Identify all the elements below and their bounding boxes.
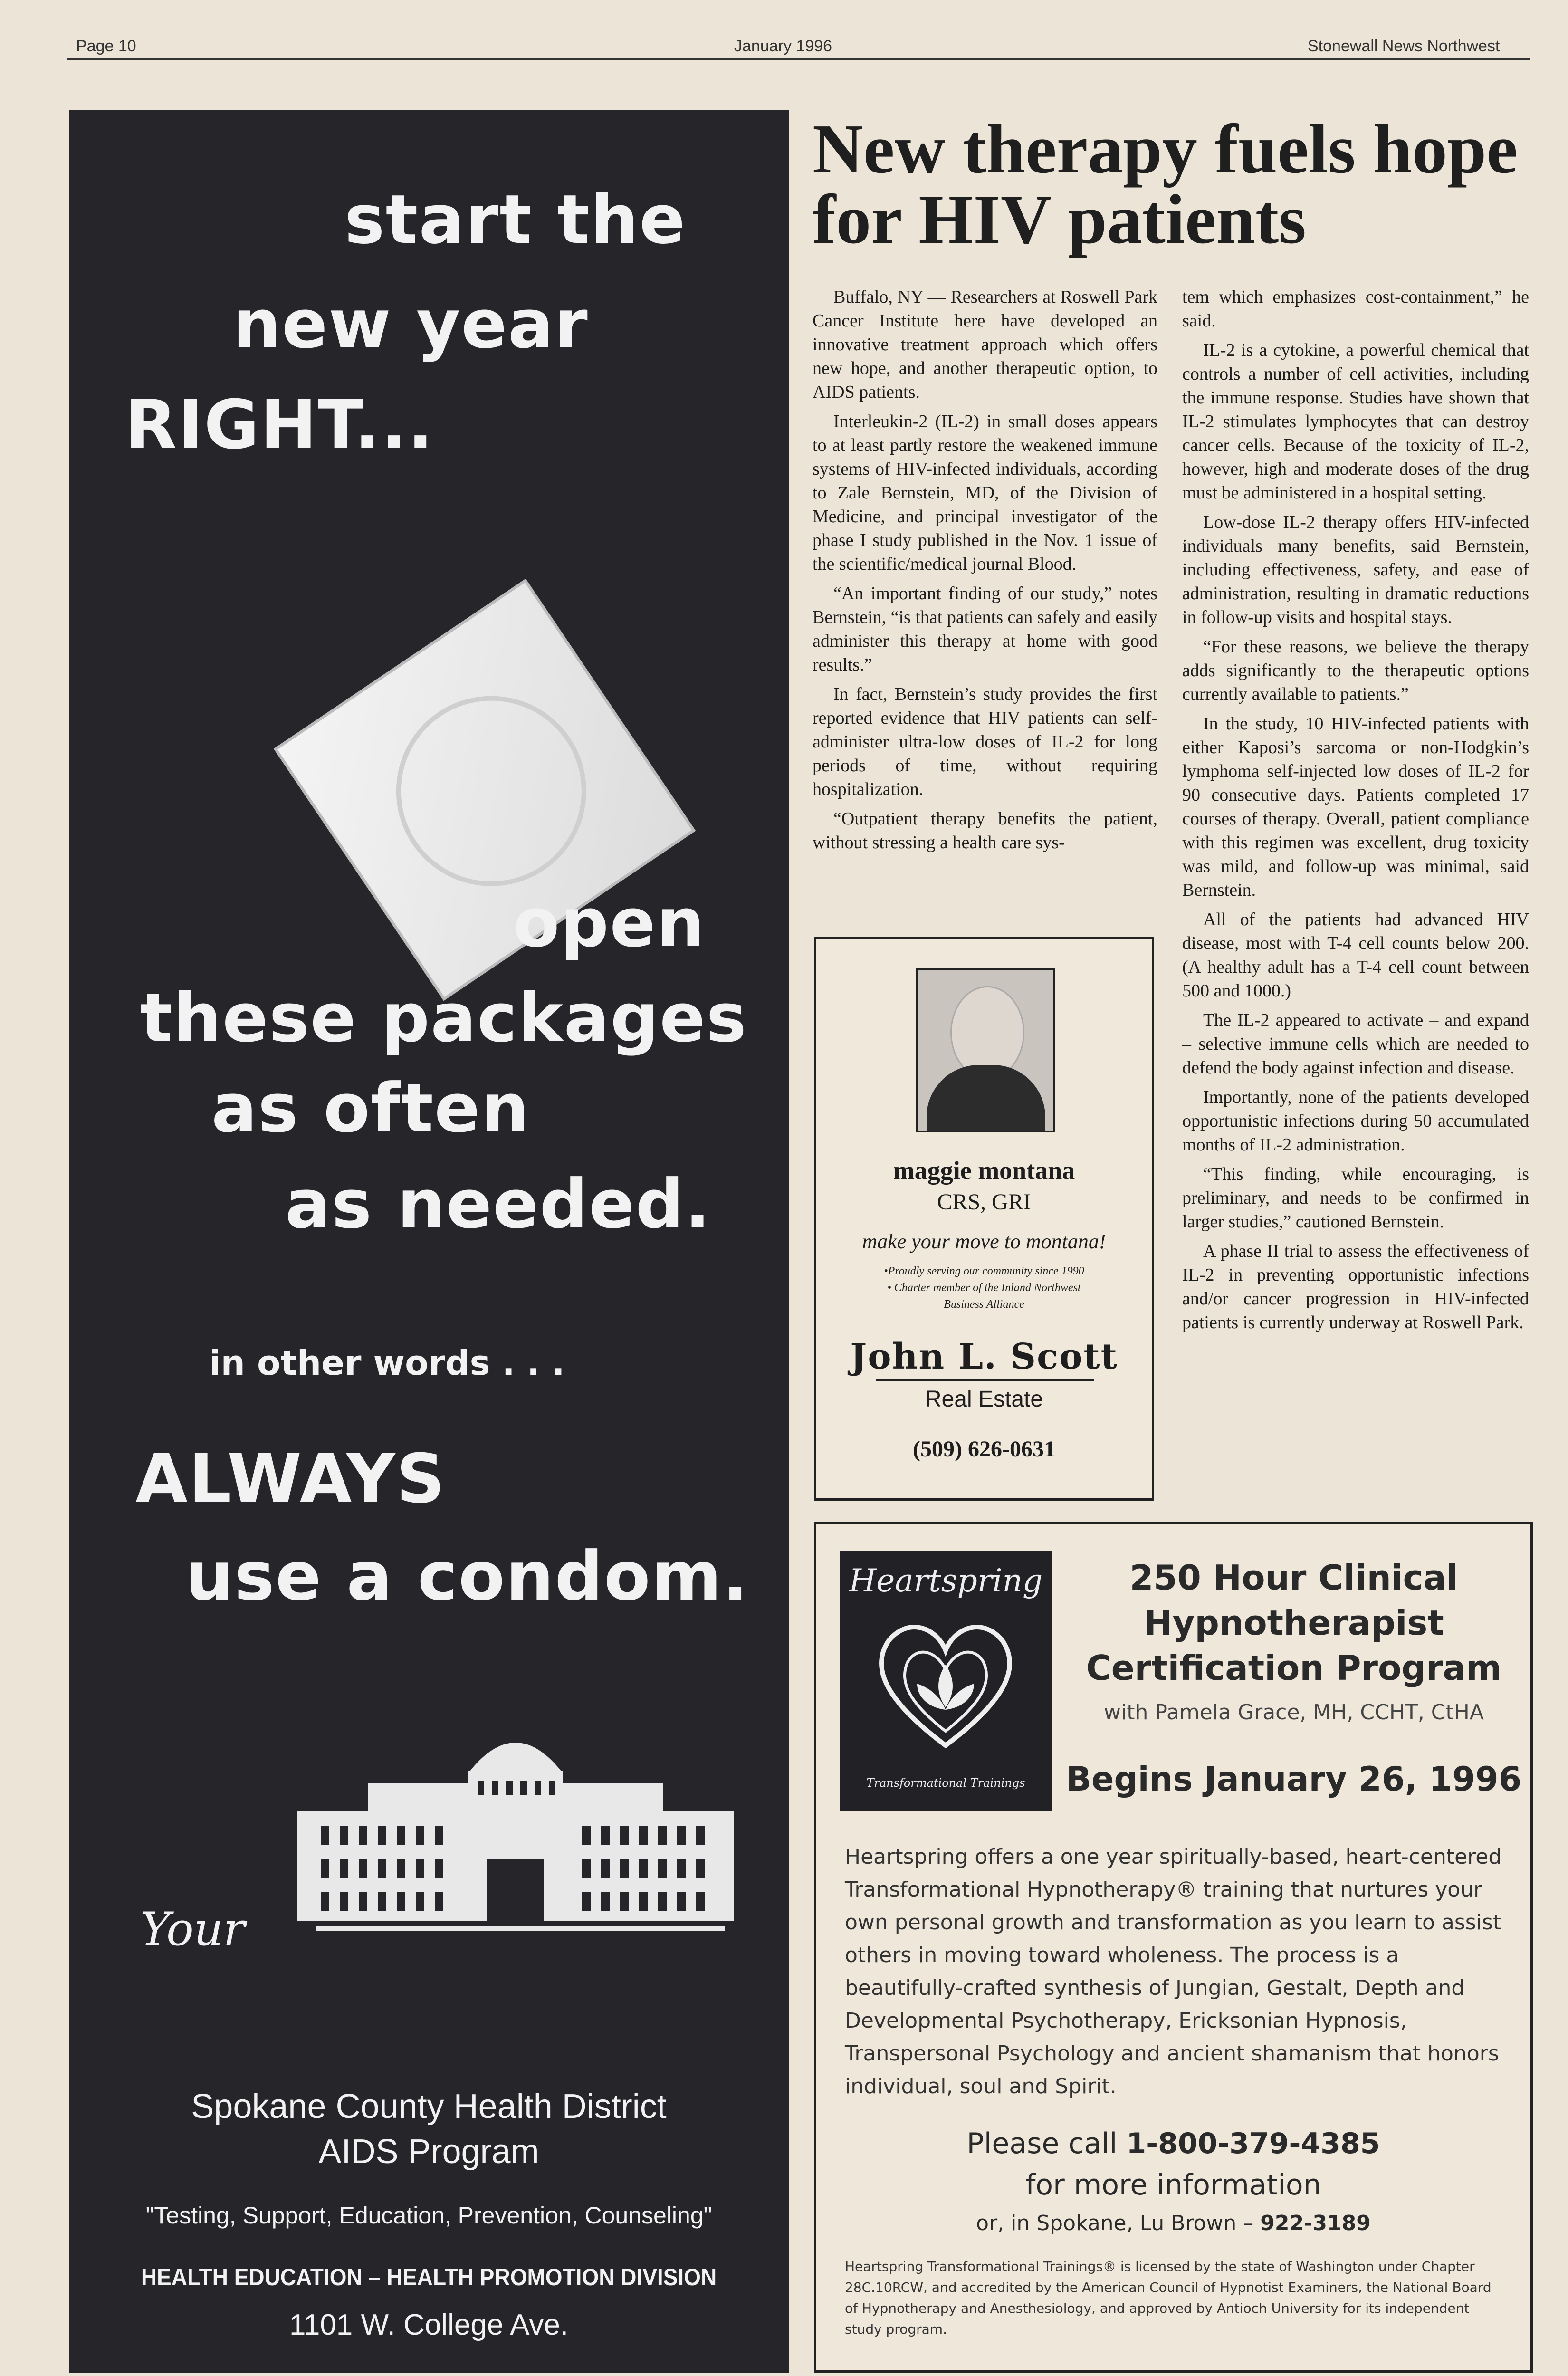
realtor-credentials: CRS, GRI bbox=[937, 1189, 1031, 1215]
ad-always: ALWAYS bbox=[135, 1440, 446, 1518]
heart-lotus-icon bbox=[870, 1612, 1022, 1755]
ad-org-name: Spokane County Health District bbox=[191, 2088, 667, 2126]
program-instructor: with Pamela Grace, MH, CCHT, CtHA bbox=[1104, 1700, 1484, 1725]
headline-line-2: for HIV patients bbox=[813, 181, 1306, 259]
article-paragraph: “For these reasons, we believe the therapy adds significantly to the therapeutic options currently available to patients.” bbox=[1182, 637, 1529, 704]
ad-line-start: start the bbox=[344, 181, 686, 259]
ad-line-open: open bbox=[513, 884, 706, 962]
program-start-date: Begins January 26, 1996 bbox=[1066, 1760, 1522, 1799]
program-title-line-2: Hypnotherapist bbox=[1144, 1603, 1444, 1643]
realtor-note: Business Alliance bbox=[944, 1298, 1024, 1311]
page-number: Page 10 bbox=[76, 37, 136, 55]
article-column-1 bbox=[813, 285, 1157, 860]
contact-phone: 1-800-379-4385 bbox=[1126, 2127, 1380, 2160]
realtor-name: maggie montana bbox=[893, 1156, 1075, 1185]
article-paragraph: “This finding, while encouraging, is preliminary, and needs to be confirmed in larger studies,” cautioned Bernstein. bbox=[1182, 1164, 1529, 1232]
spokane-prefix: or, in Spokane, Lu Brown – bbox=[976, 2211, 1261, 2235]
article-paragraph: Importantly, none of the patients developed opportunistic infections during 50 accumulated months of IL-2 administration. bbox=[1182, 1087, 1529, 1155]
building-illustration-icon bbox=[297, 1669, 789, 1940]
article-paragraph: Low-dose IL-2 therapy offers HIV-infected individuals many benefits, said Bernstein, including effectiveness, safety, and ease of administration, resulting in dramatic reductions in follow-up visits and hospital stays. bbox=[1182, 512, 1529, 627]
hypnotherapy-ad bbox=[814, 1522, 1533, 2373]
license-notice: Heartspring Transformational Trainings® is licensed by the state of Washington under Chapter 28C.10RCW, and accredited by the American Council of Hypnotist Examiners, the National Board of Hypnotherapy and Anesthesiology, and approved by Antioch University for its independent study program. bbox=[845, 2259, 1492, 2337]
ad-line-right: RIGHT... bbox=[125, 386, 434, 464]
ad-division: HEALTH EDUCATION – HEALTH PROMOTION DIVISION bbox=[141, 2264, 717, 2290]
realtor-note: •Proudly serving our community since 1990 bbox=[884, 1265, 1084, 1277]
ad-org-program: AIDS Program bbox=[318, 2133, 539, 2171]
ad-line-as-often: as often bbox=[211, 1069, 530, 1148]
logo-subtitle: Transformational Trainings bbox=[866, 1776, 1025, 1790]
ad-in-other-words: in other words . . . bbox=[209, 1343, 565, 1383]
contact-more-info: for more information bbox=[1025, 2168, 1321, 2202]
realtor-company-logo: John L. Scott bbox=[850, 1336, 1118, 1377]
ad-line-as-needed: as needed. bbox=[285, 1165, 712, 1244]
contact-prefix: Please call bbox=[966, 2127, 1127, 2160]
realtor-note: • Charter member of the Inland Northwest bbox=[887, 1282, 1081, 1294]
article-column-2 bbox=[1182, 285, 1529, 1340]
realtor-phone: (509) 626-0631 bbox=[913, 1437, 1055, 1462]
realtor-company-sub: Real Estate bbox=[925, 1387, 1043, 1412]
company-logo-rule bbox=[876, 1379, 1094, 1381]
header-rule bbox=[67, 58, 1530, 60]
ad-address: 1101 W. College Ave. bbox=[289, 2309, 569, 2341]
realtor-tagline: make your move to montana! bbox=[862, 1230, 1106, 1253]
article-paragraph: “Outpatient therapy benefits the patient, without stressing a health care sys- bbox=[813, 809, 1157, 853]
article-paragraph: tem which emphasizes cost-containment,” he said. bbox=[1182, 287, 1529, 331]
spokane-contact bbox=[816, 2211, 1530, 2235]
ad-line-packages: these packages bbox=[140, 979, 747, 1057]
program-description: Heartspring offers a one year spiritually-based, heart-centered Transformational Hypnotherapy® training that nurtures your own personal growth and transformation as you learn to assist others in moving toward wholeness. The process is a beautifully-crafted synthesis of Jungian, Gestalt, Depth and Developmental Psychotherapy, Ericksonian Hypnosis, Transpersonal Psychology and ancient shamanism that honors individual, soul and Spirit. bbox=[845, 1845, 1502, 2098]
article-paragraph: Interleukin-2 (IL-2) in small doses appears to at least partly restore the weakened immune systems of HIV-infected individuals, according to Zale Bernstein, MD, of the Division of Medicine, and principal investigator of the phase I study published in the Nov. 1 issue of the scientific/medical journal Blood. bbox=[813, 412, 1157, 574]
logo-title: Heartspring bbox=[849, 1562, 1043, 1599]
spokane-phone: 922-3189 bbox=[1260, 2211, 1371, 2235]
program-title-line-3: Certification Program bbox=[1086, 1648, 1502, 1688]
heartspring-logo bbox=[840, 1551, 1052, 1811]
article-paragraph: All of the patients had advanced HIV disease, most with T-4 cell counts below 200. (A healthy adult has a T-4 cell count between 500 and 1000.) bbox=[1182, 910, 1529, 1001]
article-paragraph: In the study, 10 HIV-infected patients with either Kaposi’s sarcoma or non-Hodgkin’s lymphoma self-injected low doses of IL-2 for 90 consecutive days. Patients completed 17 courses of therapy. Overall, patient compliance with this regimen was excellent, drug toxicity was mild, and follow-up was minimal, said Bernstein. bbox=[1182, 714, 1529, 900]
ad-services: "Testing, Support, Education, Prevention, Counseling" bbox=[145, 2202, 712, 2229]
health-district-ad bbox=[69, 110, 789, 2373]
article-paragraph: The IL-2 appeared to activate – and expand – selective immune cells which are needed to defend the body against infection and disease. bbox=[1182, 1010, 1529, 1078]
article-paragraph: “An important finding of our study,” notes Bernstein, “is that patients can safely and easily administer this therapy at home with good results.” bbox=[813, 584, 1157, 675]
headline-line-1: New therapy fuels hope bbox=[813, 110, 1518, 188]
article-paragraph: In fact, Bernstein’s study provides the first reported evidence that HIV patients can self-administer ultra-low doses of IL-2 for long periods of time, without requiring hospitalization. bbox=[813, 684, 1157, 799]
ad-use-condom: use a condom. bbox=[185, 1537, 749, 1616]
contact-line bbox=[816, 2127, 1530, 2160]
publication-name: Stonewall News Northwest bbox=[1308, 37, 1500, 55]
ad-line-new-year: new year bbox=[233, 285, 589, 364]
realtor-photo bbox=[916, 968, 1055, 1132]
article-headline bbox=[813, 110, 1544, 259]
realtor-ad bbox=[814, 937, 1154, 1501]
article-paragraph: Buffalo, NY — Researchers at Roswell Park Cancer Institute here have developed an innovative treatment approach which offers new hope, and another therapeutic option, to AIDS patients. bbox=[813, 287, 1157, 402]
issue-date: January 1996 bbox=[734, 37, 832, 55]
program-title-line-1: 250 Hour Clinical bbox=[1129, 1558, 1458, 1598]
article-paragraph: A phase II trial to assess the effectiveness of IL-2 in preventing opportunistic infections and/or cancer progression in HIV-infected patients is currently underway at Roswell Park. bbox=[1182, 1241, 1529, 1332]
ad-your-script: Your bbox=[140, 1903, 245, 1956]
article-paragraph: IL-2 is a cytokine, a powerful chemical that controls a number of cell activities, including the immune response. Studies have shown that IL-2 stimulates lymphocytes that can destroy cancer cells. Because of the toxicity of IL-2, however, high and moderate doses of the drug must be administered in a hospital setting. bbox=[1182, 340, 1529, 503]
